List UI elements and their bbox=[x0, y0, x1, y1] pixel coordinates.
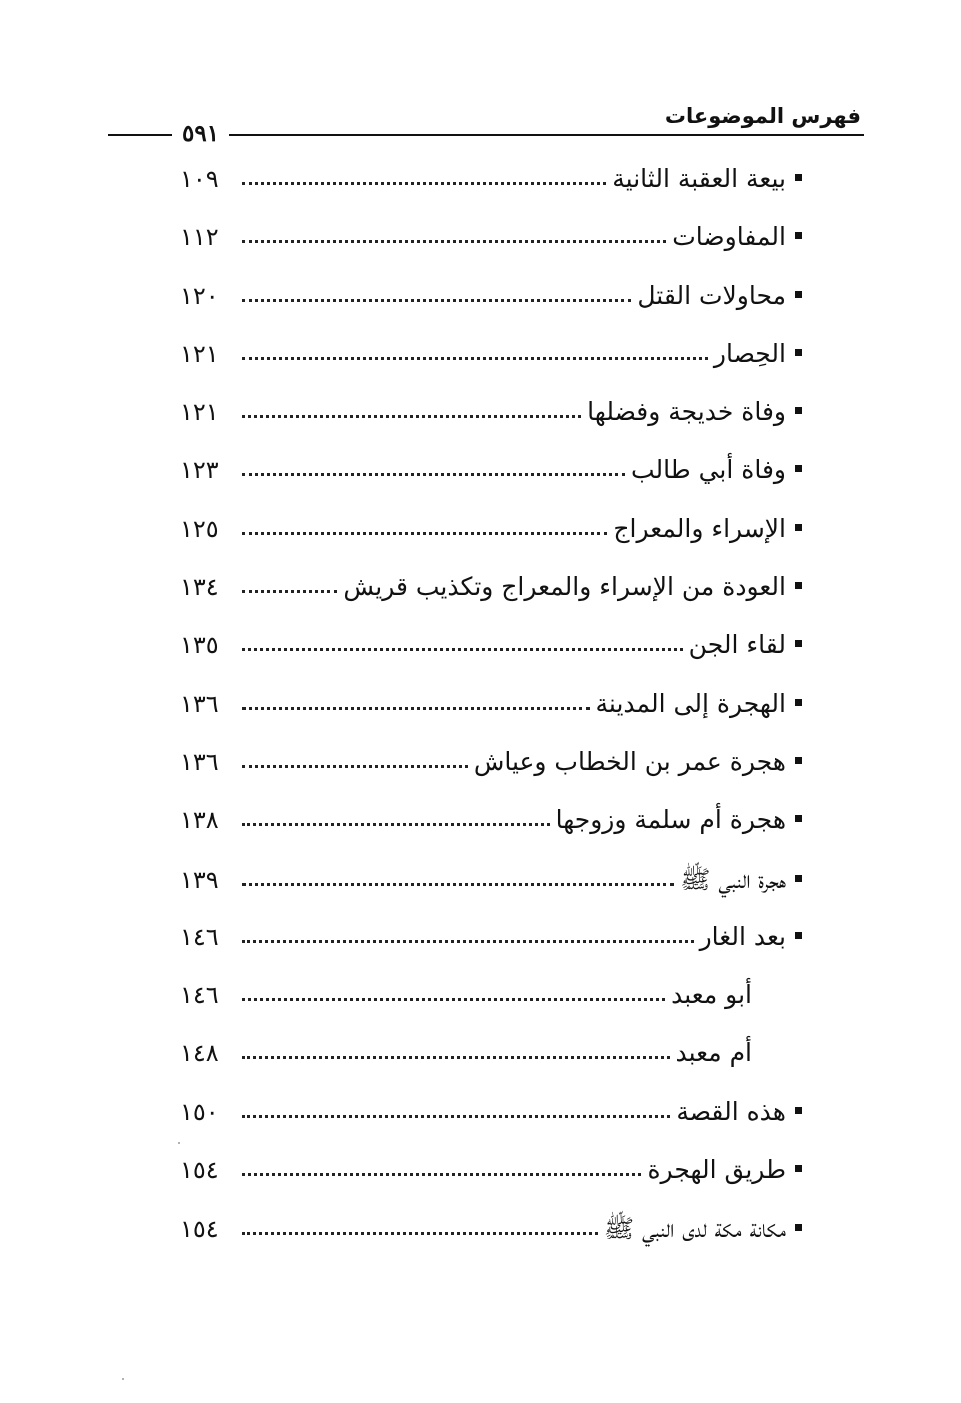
toc-entry-page-number: ١٢١ bbox=[180, 398, 219, 427]
running-header-title: فهرس الموضوعات bbox=[664, 104, 861, 128]
toc-entry-page-number: ١٣٩ bbox=[180, 865, 219, 894]
toc-entry bbox=[180, 689, 810, 747]
toc-entry-title: بعد الغار bbox=[699, 921, 786, 951]
toc-entry-title: المفاوضات bbox=[672, 222, 786, 252]
bullet-square-icon bbox=[786, 1103, 810, 1117]
toc-entry-title: بيعة العقبة الثانية bbox=[612, 164, 786, 193]
bullet-square-icon bbox=[786, 461, 810, 475]
toc-entry-page-number: ١٢٣ bbox=[180, 456, 219, 485]
bullet-square-icon bbox=[786, 1161, 810, 1175]
toc-entry-title: محاولات القتل bbox=[637, 280, 786, 310]
toc-entry-page-number: ١٣٨ bbox=[180, 806, 219, 835]
toc-entry-title: هجرة عمر بن الخطاب وعياش bbox=[473, 746, 786, 776]
bullet-square-icon bbox=[786, 695, 810, 709]
dot-leader bbox=[242, 1056, 670, 1059]
toc-entry bbox=[180, 1213, 810, 1271]
toc-entry-title: هجرة أم سلمة وزوجها bbox=[555, 805, 786, 835]
bullet-square-icon bbox=[786, 345, 810, 359]
toc-entry-page-number: ١٣٤ bbox=[180, 573, 219, 602]
toc-entry-page-number: ١٣٦ bbox=[180, 689, 219, 718]
dot-leader bbox=[242, 940, 694, 943]
bullet-square-icon bbox=[786, 636, 810, 650]
toc-entry bbox=[180, 980, 810, 1038]
toc-entry-page-number: ١٣٦ bbox=[180, 747, 219, 776]
dot-leader bbox=[242, 823, 550, 826]
toc-entry-title: مكانة مكة لدى النبي ﷺ bbox=[603, 1214, 786, 1244]
toc-entry bbox=[180, 397, 810, 455]
margin-speck bbox=[178, 1142, 180, 1144]
toc-entry bbox=[180, 339, 810, 397]
toc-entry-title: أم معبد bbox=[675, 1038, 752, 1068]
bullet-square-icon bbox=[786, 1220, 810, 1234]
toc-entry-title: الإسراء والمعراج bbox=[613, 513, 786, 543]
toc-entry-title: العودة من الإسراء والمعراج وتكذيب قريش bbox=[343, 572, 786, 602]
toc-entry-page-number: ١٠٩ bbox=[180, 165, 219, 193]
toc-entry-page-number: ١٤٦ bbox=[180, 922, 219, 951]
toc-entry bbox=[180, 805, 810, 863]
dot-leader bbox=[242, 883, 674, 886]
toc-entry bbox=[180, 864, 810, 922]
toc-entry-page-number: ١٢١ bbox=[180, 339, 219, 368]
margin-speck bbox=[122, 1378, 124, 1380]
dot-leader bbox=[242, 998, 665, 1001]
toc-entry-page-number: ١٥٤ bbox=[180, 1215, 219, 1244]
toc-entry bbox=[180, 630, 810, 688]
dot-leader bbox=[242, 357, 708, 360]
dot-leader bbox=[242, 1232, 598, 1235]
bullet-square-icon bbox=[786, 811, 810, 825]
toc-entry-page-number: ١٤٨ bbox=[180, 1039, 219, 1068]
toc-entry-title: وفاة خديجة وفضلها bbox=[587, 397, 786, 427]
toc-entry bbox=[180, 455, 810, 513]
toc-entry-title: هذه القصة bbox=[676, 1096, 786, 1126]
toc-entry-page-number: ١٢٠ bbox=[180, 281, 219, 310]
toc-entry-title: الهجرة إلى المدينة bbox=[595, 688, 786, 718]
toc-entry-title: وفاة أبي طالب bbox=[630, 455, 786, 485]
toc-entry-title: لقاء الجن bbox=[688, 630, 786, 660]
toc-entry bbox=[180, 514, 810, 572]
toc-entry-title: طريق الهجرة bbox=[647, 1155, 786, 1185]
bullet-square-icon bbox=[786, 753, 810, 767]
dot-leader bbox=[242, 1173, 641, 1176]
toc-entry-page-number: ١٤٦ bbox=[180, 981, 219, 1010]
bullet-square-icon bbox=[786, 520, 810, 534]
bullet-square-icon bbox=[786, 578, 810, 592]
toc-entry bbox=[180, 1038, 810, 1096]
toc-entry-page-number: ١٥٠ bbox=[180, 1097, 219, 1126]
toc-entry bbox=[180, 922, 810, 980]
toc-entry-title: الحِصار bbox=[713, 338, 786, 368]
toc-entry bbox=[180, 747, 810, 805]
bullet-square-icon bbox=[786, 403, 810, 417]
table-of-contents bbox=[180, 164, 810, 1272]
toc-entry bbox=[180, 222, 810, 280]
dot-leader bbox=[242, 240, 666, 243]
bullet-square-icon bbox=[786, 228, 810, 242]
dot-leader bbox=[242, 765, 468, 768]
bullet-square-icon bbox=[786, 170, 810, 184]
toc-entry bbox=[180, 1097, 810, 1155]
bullet-square-icon bbox=[786, 871, 810, 885]
dot-leader bbox=[242, 532, 607, 535]
dot-leader bbox=[242, 1115, 670, 1118]
toc-entry bbox=[180, 572, 810, 630]
toc-entry-page-number: ١٥٤ bbox=[180, 1156, 219, 1185]
toc-entry bbox=[180, 1155, 810, 1213]
toc-entry bbox=[180, 281, 810, 339]
toc-entry-page-number: ١٢٥ bbox=[180, 514, 219, 543]
toc-entry bbox=[180, 164, 810, 222]
toc-entry-page-number: ١١٢ bbox=[180, 223, 219, 252]
dot-leader bbox=[242, 415, 581, 418]
toc-entry-title: هجرة النبي ﷺ bbox=[680, 864, 786, 894]
toc-entry-page-number: ١٣٥ bbox=[180, 631, 219, 660]
dot-leader bbox=[242, 648, 683, 651]
dot-leader bbox=[242, 182, 606, 185]
dot-leader bbox=[242, 590, 337, 593]
header-page-number: ٥٩١ bbox=[172, 120, 229, 148]
dot-leader bbox=[242, 707, 590, 710]
bullet-square-icon bbox=[786, 287, 810, 301]
dot-leader bbox=[242, 473, 625, 476]
toc-entry-title: أبو معبد bbox=[671, 980, 752, 1010]
bullet-square-icon bbox=[786, 928, 810, 942]
dot-leader bbox=[242, 299, 631, 302]
